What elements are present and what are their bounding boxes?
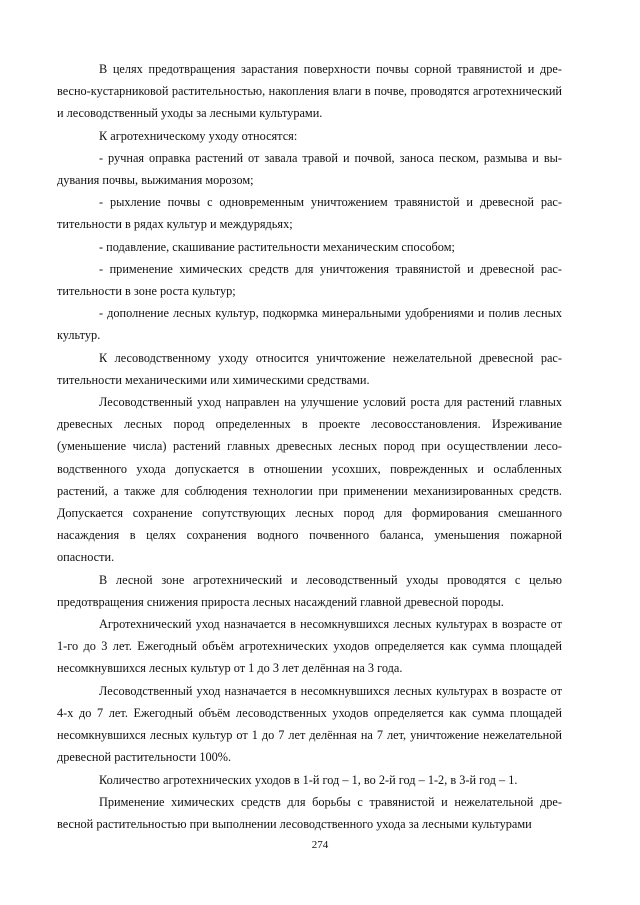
list-item-loosening: - рыхление почвы с одновременным уничтожением травянистой и древесной растительности в рядах культур и междурядьях;: [57, 195, 562, 232]
paragraph-treatment-count: Количество агротехнических уходов в 1-й год – 1, во 2-й год – 1-2, в 3-й год – 1.: [99, 772, 518, 787]
paragraph-forest-zone: В лесной зоне агротехнический и лесоводственный уходы проводятся с целью предотвращения снижения прироста лесных насаждений главной древесной породы.: [57, 572, 562, 609]
list-item-replanting: - дополнение лесных культур, подкормка минеральными удобрениями и полив лесных культур.: [57, 306, 562, 343]
paragraph-agrotech-heading: К агротехническому уходу относятся:: [99, 128, 298, 143]
list-item-manual-clearing: - ручная оправка растений от завала травой и почвой, заноса песком, размыва и выдувания почвы, выжимания морозом;: [57, 150, 562, 188]
page-number: 274: [311, 839, 329, 851]
paragraph-agrotech-schedule: Агротехнический уход назначается в несомкнувшихся лесных культурах в возрасте от 1-го до 3 лет. Ежегодный объём агротехнических уходов определяется как сумма площадей несомкнувшихся лесных культур от 1 до 3 лет делённая на 3 года.: [57, 617, 562, 676]
list-item-mowing: - подавление, скашивание растительности механическим способом;: [99, 239, 455, 254]
paragraph-silvicultural-definition: К лесоводственному уходу относится уничтожение нежелательной древесной растительности механическими или химическими средствами.: [57, 350, 562, 387]
page-body: [57, 58, 562, 835]
paragraph-intro: В целях предотвращения зарастания поверхности почвы сорной травянистой и древесно-кустарниковой растительностью, накопления влаги в почве, проводятся агротехнический и лесоводственный уходы за лесными культурами.: [57, 62, 562, 121]
paragraph-silvicultural-purpose: Лесоводственный уход направлен на улучшение условий роста для растений главных древесных лесных пород определенных в проекте лесовосстановления. Изреживание (уменьшение числа) растений главных древесных лесных пород при осуществлении лесоводственного ухода допускается в отношении усохших, поврежденных и ослабленных растений, а также для соблюдения технологии при применении механизированных средств. Допускается сохранение сопутствующих лесных пород для формирования смешанного насаждения в целях сохранения водного почвенного баланса, уменьшения пожарной опасности.: [57, 395, 562, 565]
paragraph-chemical-application: Применение химических средств для борьбы с травянистой и нежелательной древесной растительностью при выполнении лесоводственного ухода за лесными культурами: [57, 794, 562, 831]
paragraph-silvicultural-schedule: Лесоводственный уход назначается в несомкнувшихся лесных культурах в возрасте от 4-х до 7 лет. Ежегодный объём лесоводственных уходов определяется как сумма площадей несомкнувшихся лесных культур от 1 до 7 лет делённая на 7 лет, уничтожение нежелательной древесной растительности 100%.: [57, 683, 562, 765]
list-item-chemicals: - применение химических средств для уничтожения травянистой и древесной растительности в зоне роста культур;: [57, 261, 562, 299]
